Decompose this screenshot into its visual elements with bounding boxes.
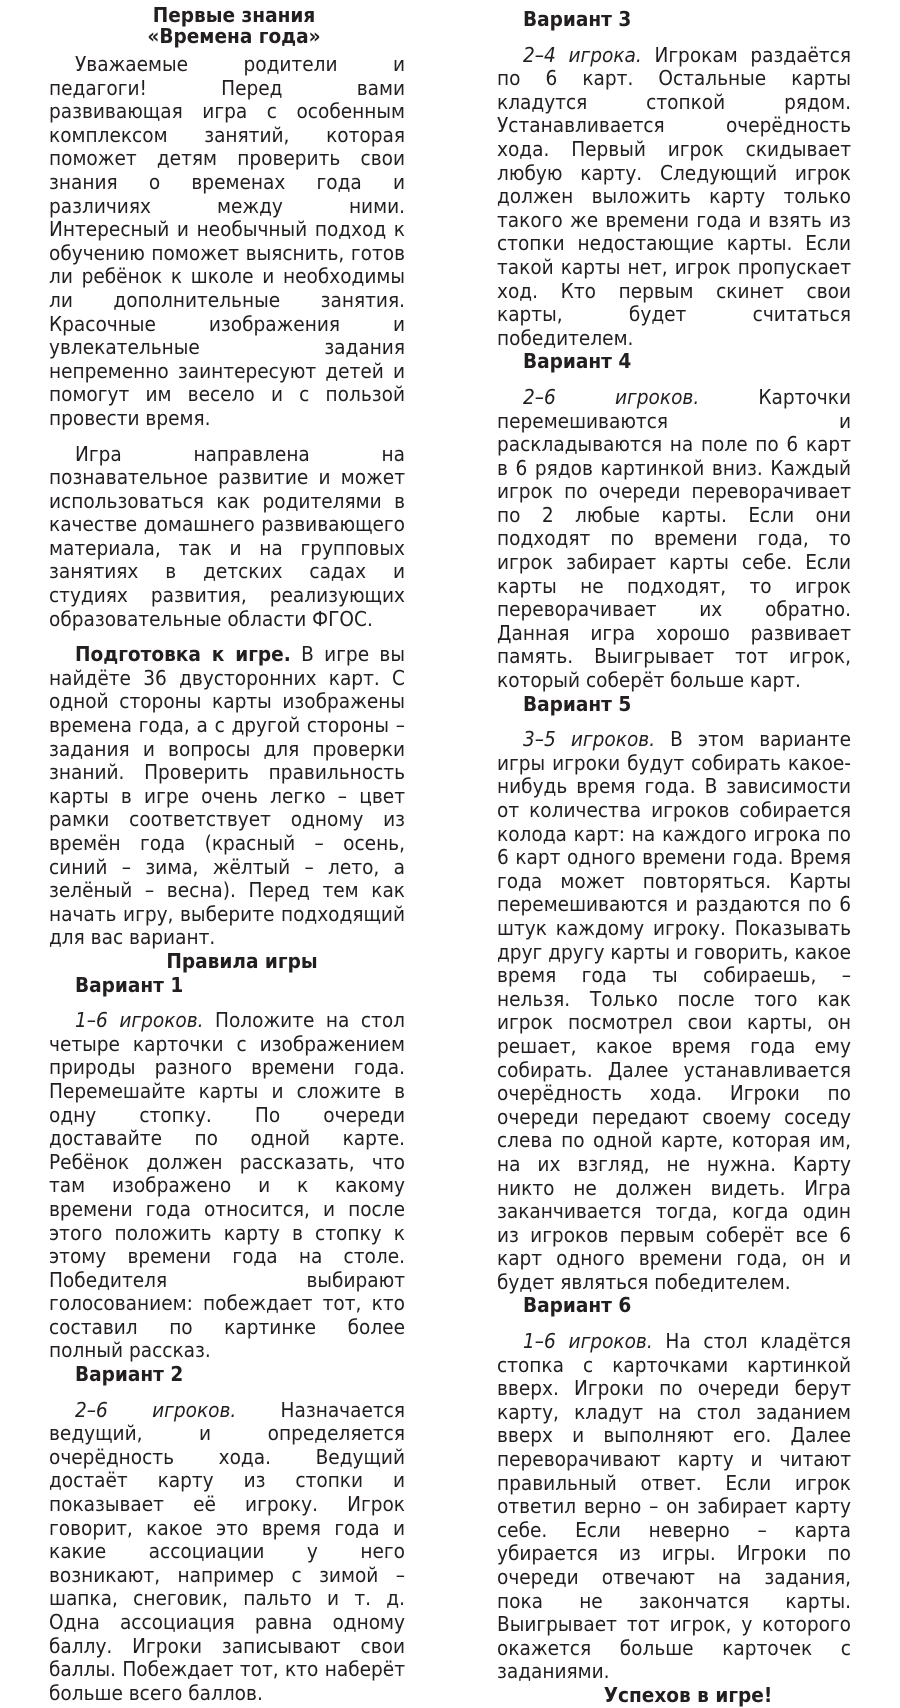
variant-5-paragraph — [497, 728, 851, 1294]
variant-2-players: 2–6 игроков. — [75, 1397, 237, 1422]
intro-paragraph-2: Игра направлена на познавательное развитие и может использоваться как родителями в качестве домашнего развивающего материала, так и на групповых занятиях в детских садах и студиях развития, реализующих образовательные области ФГОС. — [49, 441, 405, 631]
variant-4-heading: Вариант 4 — [523, 349, 632, 374]
variant-2-heading: Вариант 2 — [75, 1362, 184, 1387]
variant-6-paragraph — [497, 1330, 851, 1684]
variant-5-players: 3–5 игроков. — [523, 727, 656, 752]
variant-2-text: Назначается ведущий, и определяется очерёдность хода. Ведущий достаёт карту из стопки и показывает её игроку. Игрок говорит, какое это время года и какие ассоциации у него возникают, например с зимой – шапка, снеговик, пальто и т. д. Одна ассоциация равна одному баллу. Игроки записывают свои баллы. Побеждает тот, кто наберёт больше всего баллов. — [49, 1397, 405, 1705]
variant-1-text: Положите на стол четыре карточки с изображением природы разного времени года. Перемешайте карты и сложите в одну стопку. По очереди доставайте по одной карте. Ребёнок должен рассказать, что там изображено и к какому времени года относится, и после этого положить карту в стопку к этому времени года на столе. Победителя выбирают голосованием: побеждает тот, кто составил по картинке более полный рассказ. — [49, 1008, 405, 1363]
preparation-paragraph — [49, 643, 405, 950]
preparation-text: В игре вы найдёте 36 двусторонних карт. С одной стороны карты изображены времена года, а с другой стороны – задания и вопросы для проверки знаний. Проверить правильность карты в игре очень легко – цвет рамки соответствует одному из времён года (красный – осень, синий – зима, жёлтый – лето, а зелёный – весна). Перед тем как начать игру, выберите подходящий для вас вариант. — [49, 642, 405, 950]
variant-3-text: Игрокам раздаётся по 6 карт. Остальные карты кладутся стопкой рядом. Устанавливается очерёдность хода. Первый игрок скидывает любую карту. Следующий игрок должен выложить карту только такого же времени года и взять из стопки недостающие карты. Если такой карты нет, игрок пропускает ход. Кто первым скинет свои карты, будет считаться победителем. — [497, 42, 851, 350]
variant-3-players: 2–4 игрока. — [523, 42, 642, 67]
title-line-1: Первые знания — [152, 3, 316, 27]
variant-3-paragraph — [497, 44, 851, 351]
variant-4-paragraph — [497, 386, 851, 693]
document-title — [63, 0, 405, 47]
closing-wish: Успехов в игре! — [603, 1682, 773, 1707]
variant-5-text: В этом варианте игры игроки будут собирать какое-нибудь время года. В зависимости от количества игроков собирается колода карт: на каждого игрока по 6 карт одного времени года. Время года может повторяться. Карты перемешиваются и раздаются по 6 штук каждому игроку. Показывать друг другу карты и говорить, какое время года ты собираешь, – нельзя. Только после того как игрок посмотрел свои карты, он решает, какое время года ему собирать. Далее устанавливается очерёдность хода. Игроки по очереди передают своему соседу слева по одной карте, которая им, на их взгляд, не нужна. Карту никто не должен видеть. Игра заканчивается тогда, когда один из игроков первым соберёт все 6 карт одного времени года, он и будет являться победителем. — [497, 727, 851, 1294]
variant-5-heading: Вариант 5 — [523, 691, 632, 716]
variant-3-heading: Вариант 3 — [523, 7, 632, 31]
preparation-label: Подготовка к игре. — [75, 642, 291, 667]
variant-1-paragraph — [49, 1009, 405, 1363]
variant-6-heading: Вариант 6 — [523, 1293, 632, 1318]
right-column — [497, 0, 851, 1708]
left-column — [49, 0, 405, 1705]
rules-heading: Правила игры — [166, 948, 318, 973]
variant-6-players: 1–6 игроков. — [523, 1329, 653, 1354]
title-line-2: «Времена года» — [147, 24, 321, 48]
variant-1-players: 1–6 игроков. — [75, 1008, 204, 1033]
variant-1-heading: Вариант 1 — [75, 972, 184, 997]
variant-2-paragraph — [49, 1399, 405, 1706]
intro-paragraph-1: Уважаемые родители и педагоги! Перед вами развивающая игра с особенным комплексом занятий, которая поможет детям проверить свои знания о временах года и различиях между ними. Интересный и необычный подход к обучению поможет выяснить, готов ли ребёнок к школе и необходимы ли дополнительные занятия. Красочные изображения и увлекательные задания непременно заинтересуют детей и помогут им весело и с пользой провести время. — [49, 52, 405, 430]
variant-4-text: Карточки перемешиваются и раскладываются на поле по 6 карт в 6 рядов картинкой вниз. Каждый игрок по очереди переворачивает по 2 любые карты. Если они подходят по времени года, то игрок забирает карты себе. Если карты не подходят, то игрок переворачивает их обратно. Данная игра хорошо развивает память. Выигрывает тот игрок, который соберёт больше карт. — [497, 384, 851, 693]
variant-4-players: 2–6 игроков. — [523, 384, 700, 409]
variant-6-text: На стол кладётся стопка с карточками картинкой вверх. Игроки по очереди берут карту, кладут на стол заданием вверх и выполняют его. Далее переворачивают карту и читают правильный ответ. Если игрок ответил верно – он забирает карту себе. Если неверно – карта убирается из игры. Игроки по очереди отвечают на задания, пока не закончатся карты. Выигрывает тот игрок, у которого окажется больше карточек с заданиями. — [497, 1329, 851, 1684]
